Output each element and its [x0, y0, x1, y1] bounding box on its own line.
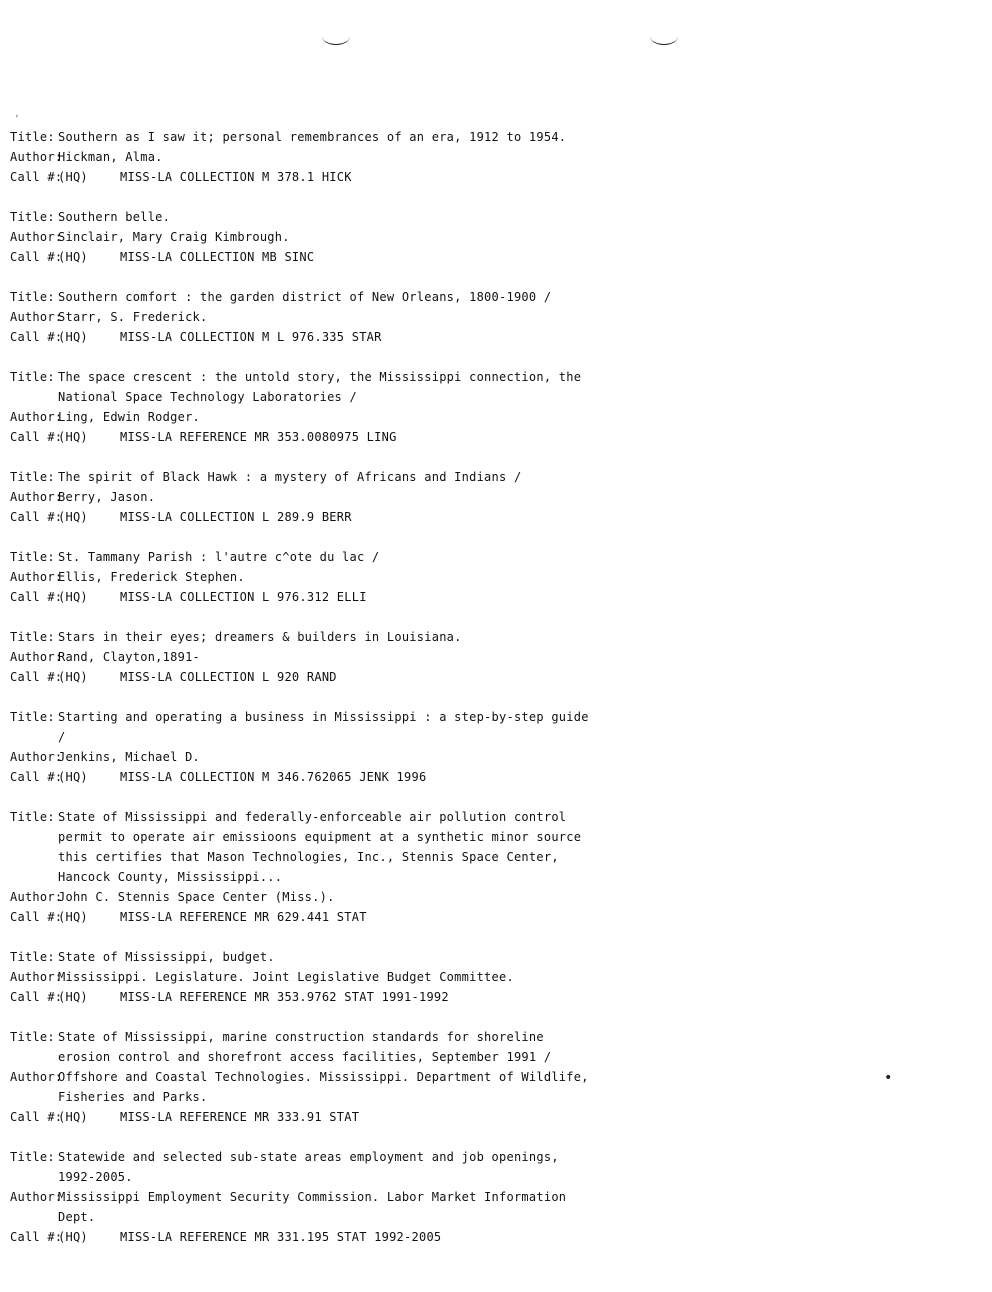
call-location: (HQ) — [58, 250, 88, 264]
call-number-label: Call #: — [10, 330, 63, 344]
title-label: Title: — [10, 950, 55, 964]
author-line — [10, 227, 970, 247]
author-text: Mississippi. Legislature. Joint Legislative Budget Committee. — [58, 970, 514, 984]
author-line — [10, 147, 970, 167]
author-text: John C. Stennis Space Center (Miss.). — [58, 890, 335, 904]
author-line — [10, 1087, 970, 1107]
title-line — [10, 367, 970, 387]
title-text: State of Mississippi, budget. — [58, 950, 275, 964]
title-label: Title: — [10, 470, 55, 484]
punch-hole-mark-right — [650, 28, 678, 45]
call-number-line — [10, 667, 970, 687]
author-line — [10, 1067, 970, 1087]
call-number: MISS-LA REFERENCE MR 353.0080975 LING — [120, 430, 397, 444]
title-label: Title: — [10, 130, 55, 144]
call-number-line — [10, 767, 970, 787]
author-label: Author: — [10, 410, 63, 424]
author-text: Offshore and Coastal Technologies. Mississippi. Department of Wildlife, — [58, 1070, 589, 1084]
author-text: Rand, Clayton,1891- — [58, 650, 201, 664]
call-location: (HQ) — [58, 330, 88, 344]
catalog-entry — [10, 547, 970, 607]
author-line — [10, 747, 970, 767]
title-line — [10, 627, 970, 647]
title-line — [10, 1027, 970, 1047]
call-number: MISS-LA COLLECTION MB SINC — [120, 250, 315, 264]
author-text: Ling, Edwin Rodger. — [58, 410, 201, 424]
title-line — [10, 287, 970, 307]
author-label: Author: — [10, 490, 63, 504]
author-label: Author: — [10, 230, 63, 244]
call-number: MISS-LA REFERENCE MR 629.441 STAT — [120, 910, 367, 924]
call-location: (HQ) — [58, 670, 88, 684]
title-text: The space crescent : the untold story, the Mississippi connection, the — [58, 370, 582, 384]
title-line — [10, 947, 970, 967]
title-text: this certifies that Mason Technologies, Inc., Stennis Space Center, — [58, 850, 559, 864]
title-line — [10, 1047, 970, 1067]
catalog-entry-list — [10, 127, 970, 1267]
author-line — [10, 647, 970, 667]
title-text: Southern belle. — [58, 210, 171, 224]
title-text: 1992-2005. — [58, 1170, 133, 1184]
title-text: Southern as I saw it; personal remembrances of an era, 1912 to 1954. — [58, 130, 567, 144]
call-number: MISS-LA COLLECTION M 378.1 HICK — [120, 170, 352, 184]
call-number-label: Call #: — [10, 250, 63, 264]
title-text: State of Mississippi, marine construction standards for shoreline — [58, 1030, 544, 1044]
call-number-line — [10, 587, 970, 607]
title-line — [10, 707, 970, 727]
author-line — [10, 307, 970, 327]
call-number-label: Call #: — [10, 1230, 63, 1244]
call-location: (HQ) — [58, 590, 88, 604]
catalog-entry — [10, 1027, 970, 1127]
call-location: (HQ) — [58, 170, 88, 184]
title-text: The spirit of Black Hawk : a mystery of Africans and Indians / — [58, 470, 522, 484]
call-number-label: Call #: — [10, 430, 63, 444]
title-label: Title: — [10, 370, 55, 384]
author-label: Author: — [10, 890, 63, 904]
author-text: Fisheries and Parks. — [58, 1090, 208, 1104]
title-text: Stars in their eyes; dreamers & builders in Louisiana. — [58, 630, 462, 644]
author-text: Mississippi Employment Security Commission. Labor Market Information — [58, 1190, 567, 1204]
title-label: Title: — [10, 1150, 55, 1164]
title-line — [10, 127, 970, 147]
author-text: Hickman, Alma. — [58, 150, 163, 164]
call-number-line — [10, 1227, 970, 1247]
call-number: MISS-LA REFERENCE MR 353.9762 STAT 1991-1992 — [120, 990, 449, 1004]
call-number-label: Call #: — [10, 1110, 63, 1124]
author-label: Author: — [10, 1070, 63, 1084]
title-line — [10, 387, 970, 407]
title-line — [10, 867, 970, 887]
call-number-label: Call #: — [10, 910, 63, 924]
author-text: Dept. — [58, 1210, 96, 1224]
author-label: Author: — [10, 310, 63, 324]
call-location: (HQ) — [58, 510, 88, 524]
call-number-line — [10, 907, 970, 927]
catalog-entry — [10, 707, 970, 787]
title-text: permit to operate air emissioons equipment at a synthetic minor source — [58, 830, 582, 844]
title-label: Title: — [10, 290, 55, 304]
call-number-line — [10, 327, 970, 347]
catalog-entry — [10, 207, 970, 267]
call-number-line — [10, 987, 970, 1007]
scan-speck: • — [884, 1070, 893, 1086]
catalog-entry — [10, 367, 970, 447]
call-location: (HQ) — [58, 1230, 88, 1244]
call-location: (HQ) — [58, 910, 88, 924]
author-label: Author: — [10, 1190, 63, 1204]
catalog-entry — [10, 467, 970, 527]
call-number-label: Call #: — [10, 170, 63, 184]
call-location: (HQ) — [58, 1110, 88, 1124]
title-line — [10, 547, 970, 567]
catalog-entry — [10, 287, 970, 347]
call-number: MISS-LA REFERENCE MR 333.91 STAT — [120, 1110, 360, 1124]
title-text: Starting and operating a business in Mississippi : a step-by-step guide — [58, 710, 589, 724]
title-label: Title: — [10, 810, 55, 824]
title-text: National Space Technology Laboratories / — [58, 390, 357, 404]
author-line — [10, 567, 970, 587]
title-line — [10, 807, 970, 827]
catalog-entry — [10, 807, 970, 927]
author-text: Jenkins, Michael D. — [58, 750, 201, 764]
call-number: MISS-LA COLLECTION L 289.9 BERR — [120, 510, 352, 524]
title-line — [10, 727, 970, 747]
author-line — [10, 887, 970, 907]
call-location: (HQ) — [58, 770, 88, 784]
title-text: erosion control and shorefront access facilities, September 1991 / — [58, 1050, 552, 1064]
author-line — [10, 487, 970, 507]
title-label: Title: — [10, 550, 55, 564]
author-text: Starr, S. Frederick. — [58, 310, 208, 324]
title-label: Title: — [10, 1030, 55, 1044]
title-text: Statewide and selected sub-state areas employment and job openings, — [58, 1150, 559, 1164]
title-text: / — [58, 730, 66, 744]
catalog-entry — [10, 627, 970, 687]
catalog-entry — [10, 127, 970, 187]
author-line — [10, 1187, 970, 1207]
call-number-line — [10, 1107, 970, 1127]
call-number-line — [10, 427, 970, 447]
call-number-line — [10, 507, 970, 527]
call-number-label: Call #: — [10, 510, 63, 524]
author-line — [10, 967, 970, 987]
title-line — [10, 1167, 970, 1187]
call-location: (HQ) — [58, 990, 88, 1004]
author-line — [10, 407, 970, 427]
author-text: Sinclair, Mary Craig Kimbrough. — [58, 230, 290, 244]
author-label: Author: — [10, 650, 63, 664]
call-number-label: Call #: — [10, 990, 63, 1004]
title-line — [10, 827, 970, 847]
call-number-label: Call #: — [10, 670, 63, 684]
author-label: Author: — [10, 970, 63, 984]
title-text: Hancock County, Mississippi... — [58, 870, 283, 884]
call-number: MISS-LA COLLECTION L 976.312 ELLI — [120, 590, 367, 604]
title-label: Title: — [10, 710, 55, 724]
call-number-label: Call #: — [10, 770, 63, 784]
title-text: Southern comfort : the garden district of New Orleans, 1800-1900 / — [58, 290, 552, 304]
title-label: Title: — [10, 630, 55, 644]
author-label: Author: — [10, 570, 63, 584]
call-number-line — [10, 167, 970, 187]
title-line — [10, 207, 970, 227]
catalog-entry — [10, 947, 970, 1007]
scan-speck: , — [14, 108, 21, 119]
author-text: Ellis, Frederick Stephen. — [58, 570, 245, 584]
title-line — [10, 847, 970, 867]
author-label: Author: — [10, 150, 63, 164]
author-line — [10, 1207, 970, 1227]
author-text: Berry, Jason. — [58, 490, 156, 504]
title-line — [10, 1147, 970, 1167]
call-location: (HQ) — [58, 430, 88, 444]
title-text: St. Tammany Parish : l'autre c^ote du lac / — [58, 550, 380, 564]
call-number-line — [10, 247, 970, 267]
catalog-entry — [10, 1147, 970, 1247]
title-line — [10, 467, 970, 487]
call-number: MISS-LA COLLECTION L 920 RAND — [120, 670, 337, 684]
title-text: State of Mississippi and federally-enforceable air pollution control — [58, 810, 567, 824]
call-number-label: Call #: — [10, 590, 63, 604]
call-number: MISS-LA COLLECTION M L 976.335 STAR — [120, 330, 382, 344]
call-number: MISS-LA REFERENCE MR 331.195 STAT 1992-2005 — [120, 1230, 442, 1244]
punch-hole-mark-left — [322, 28, 350, 45]
title-label: Title: — [10, 210, 55, 224]
author-label: Author: — [10, 750, 63, 764]
call-number: MISS-LA COLLECTION M 346.762065 JENK 1996 — [120, 770, 427, 784]
